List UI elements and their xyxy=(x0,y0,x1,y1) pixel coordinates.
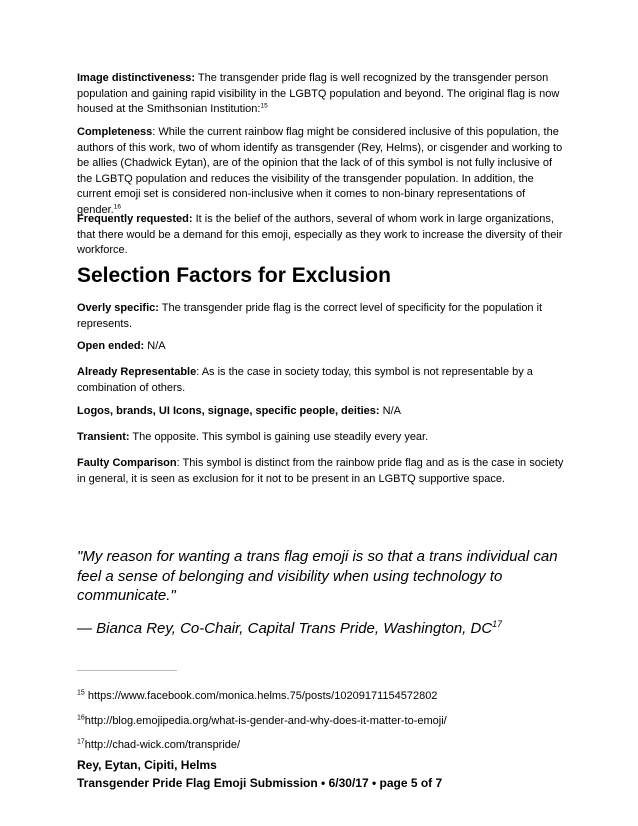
footnote-link[interactable]: https://www.facebook.com/monica.helms.75/posts/10209171154572802 xyxy=(84,690,438,702)
already-representable-paragraph xyxy=(77,365,565,396)
footnote-15 xyxy=(77,689,437,703)
factor-text: : This symbol is distinct from the rainbow pride flag and as is the case in society in general, it is seen as exclusion for it not to be present in an LGBTQ supportive space. xyxy=(77,457,564,485)
criterion-label: Completeness xyxy=(77,126,153,138)
pull-quote: "My reason for wanting a trans flag emoji is so that a trans individual can feel a sense of belonging and visibility when using technology to communicate." xyxy=(77,548,558,604)
factor-label: Logos, brands, UI Icons, signage, specific people, deities: xyxy=(77,405,380,417)
faulty-comparison-paragraph xyxy=(77,456,565,487)
factor-label: Overly specific: xyxy=(77,302,159,314)
footnote-16 xyxy=(77,714,447,728)
footnote-number: 16 xyxy=(77,714,85,722)
factor-text: N/A xyxy=(379,405,401,417)
factor-label: Already Representable xyxy=(77,366,197,378)
footnote-number: 17 xyxy=(77,738,85,746)
criterion-text: It is the belief of the authors, several of whom work in large organizations, that there would be a demand for this emoji, especially as they work to increase the diversity of their workforce. xyxy=(77,213,563,256)
transient-paragraph xyxy=(77,430,565,446)
factor-text: The opposite. This symbol is gaining use steadily every year. xyxy=(129,431,429,443)
footnote-link[interactable]: http://chad-wick.com/transpride/ xyxy=(84,739,241,751)
footnote-divider xyxy=(77,670,177,671)
factor-label: Transient: xyxy=(77,431,130,443)
criterion-label: Frequently requested: xyxy=(77,213,193,225)
criterion-text: : While the current rainbow flag might be considered inclusive of this population, the authors of this work, two of whom identify as transgender (Rey, Helms), or cisgender and working to be allies (Chadwick Eytan), are of the opinion that the lack of of this symbol is not fully inclusive of the LGBTQ population and reduces the visibility of the transgender population. In addition, the current emoji set is considered non-inclusive when it comes to non-binary representations of gender. xyxy=(77,126,563,216)
footnote-link[interactable]: http://blog.emojipedia.org/what-is-gender-and-why-does-it-matter-to-emoji/ xyxy=(84,715,447,727)
frequently-requested-paragraph xyxy=(77,212,565,259)
factor-text: The transgender pride flag is the correct level of specificity for the population it represents. xyxy=(77,302,543,330)
factor-text: : As is the case in society today, this symbol is not representable by a combination of others. xyxy=(77,366,533,394)
criterion-text: The transgender pride flag is well recognized by the transgender person population and gaining rapid visibility in the LGBTQ population and beyond. The original flag is now housed at the Smithsonian Institution: xyxy=(77,72,560,115)
criterion-label: Image distinctiveness: xyxy=(77,72,195,84)
factor-label: Open ended: xyxy=(77,340,145,352)
footnote-number: 15 xyxy=(77,689,85,697)
attribution-text: — Bianca Rey, Co-Chair, Capital Trans Pride, Washington, DC xyxy=(77,620,493,637)
factor-label: Faulty Comparison xyxy=(77,457,177,469)
footnote-17 xyxy=(77,738,240,752)
overly-specific-paragraph xyxy=(77,301,565,332)
quote-attribution xyxy=(77,619,502,639)
footer-authors: Rey, Eytan, Cipiti, Helms xyxy=(77,758,217,772)
footnote-ref: 15 xyxy=(260,102,268,110)
image-distinctiveness-paragraph xyxy=(77,71,565,118)
completeness-paragraph xyxy=(77,125,565,218)
footnote-ref: 17 xyxy=(492,619,503,629)
logos-paragraph xyxy=(77,404,565,420)
footer-title: Transgender Pride Flag Emoji Submission • 6/30/17 • page 5 of 7 xyxy=(77,776,443,790)
open-ended-paragraph xyxy=(77,339,565,355)
section-heading: Selection Factors for Exclusion xyxy=(77,264,391,287)
footnote-ref: 16 xyxy=(113,202,121,210)
factor-text: N/A xyxy=(144,340,166,352)
